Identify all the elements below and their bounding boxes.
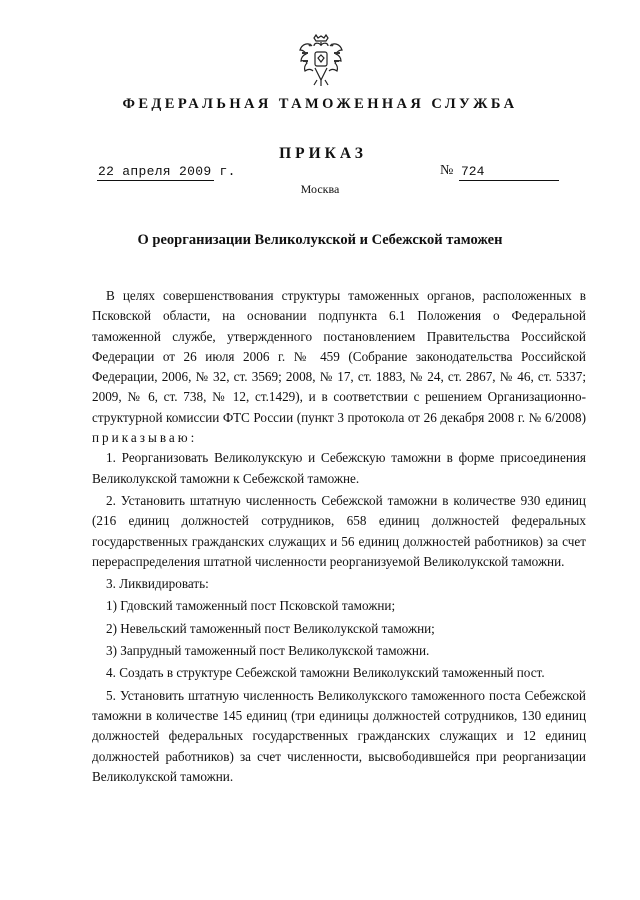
- city: Москва: [300, 182, 340, 196]
- order-date: 22 апреля 2009 г.: [98, 164, 236, 179]
- order-subject: О реорганизации Великолукской и Себежской таможен: [137, 232, 503, 248]
- preamble-paragraph: [92, 286, 586, 448]
- order-item: 2. Установить штатную численность Себежской таможни в количестве 930 единиц (216 единиц должностей сотрудников, 658 единиц должностей федеральных государственных гражданских служащих и 56 единиц должностей работников) за счет перераспределения штатной численности реорганизуемой Великолукской таможни.: [92, 492, 586, 569]
- command-word: приказываю:: [92, 430, 198, 446]
- order-number: 724: [461, 164, 485, 179]
- order-item: 3. Ликвидировать:: [106, 576, 209, 592]
- document-type: ПРИКАЗ: [279, 145, 367, 162]
- agency-name: ФЕДЕРАЛЬНАЯ ТАМОЖЕННАЯ СЛУЖБА: [122, 96, 518, 112]
- order-body: [92, 286, 586, 787]
- date-underline: [97, 180, 214, 181]
- order-subitem: 1) Гдовский таможенный пост Псковской таможни;: [106, 598, 396, 614]
- number-underline: [459, 180, 559, 181]
- order-item: 1. Реорганизовать Великолукскую и Себежскую таможни в форме присоединения Великолукской таможни к Себежской таможне.: [92, 450, 586, 486]
- preamble-text: В целях совершенствования структуры таможенных органов, расположенных в Псковской области, на основании подпункта 6.1 Положения о Федеральной таможенной службе, утвержденного постановлением Правительства Российской Федерации от 26 июля 2006 г. № 459 (Собрание законодательства Российской Федерации, 2006, № 32, ст. 3569; 2008, № 17, ст. 1883, № 24, ст. 2867, № 46, ст. 5337; 2009, № 6, ст. 738, № 12, ст.1429), и в соответствии с решением Организационно-структурной комиссии ФТС России (пункт 3 протокола от 26 декабря 2008 г. № 6/2008): [92, 288, 586, 425]
- order-subitem: 2) Невельский таможенный пост Великолукской таможни;: [106, 620, 435, 636]
- order-subitem: 3) Запрудный таможенный пост Великолукской таможни.: [106, 643, 430, 659]
- order-item: 4. Создать в структуре Себежской таможни Великолукский таможенный пост.: [106, 665, 545, 681]
- russian-coat-of-arms-icon: [298, 32, 344, 88]
- order-number-label: №: [440, 163, 454, 178]
- order-item: 5. Установить штатную численность Великолукского таможенного поста Себежской таможни в количестве 145 единиц (три единицы должностей сотрудников, 130 единиц должностей федеральных государственных гражданских служащих и 12 единиц должностей работников) за счет численности, высвободившейся при реорганизации Великолукской таможни.: [92, 687, 586, 784]
